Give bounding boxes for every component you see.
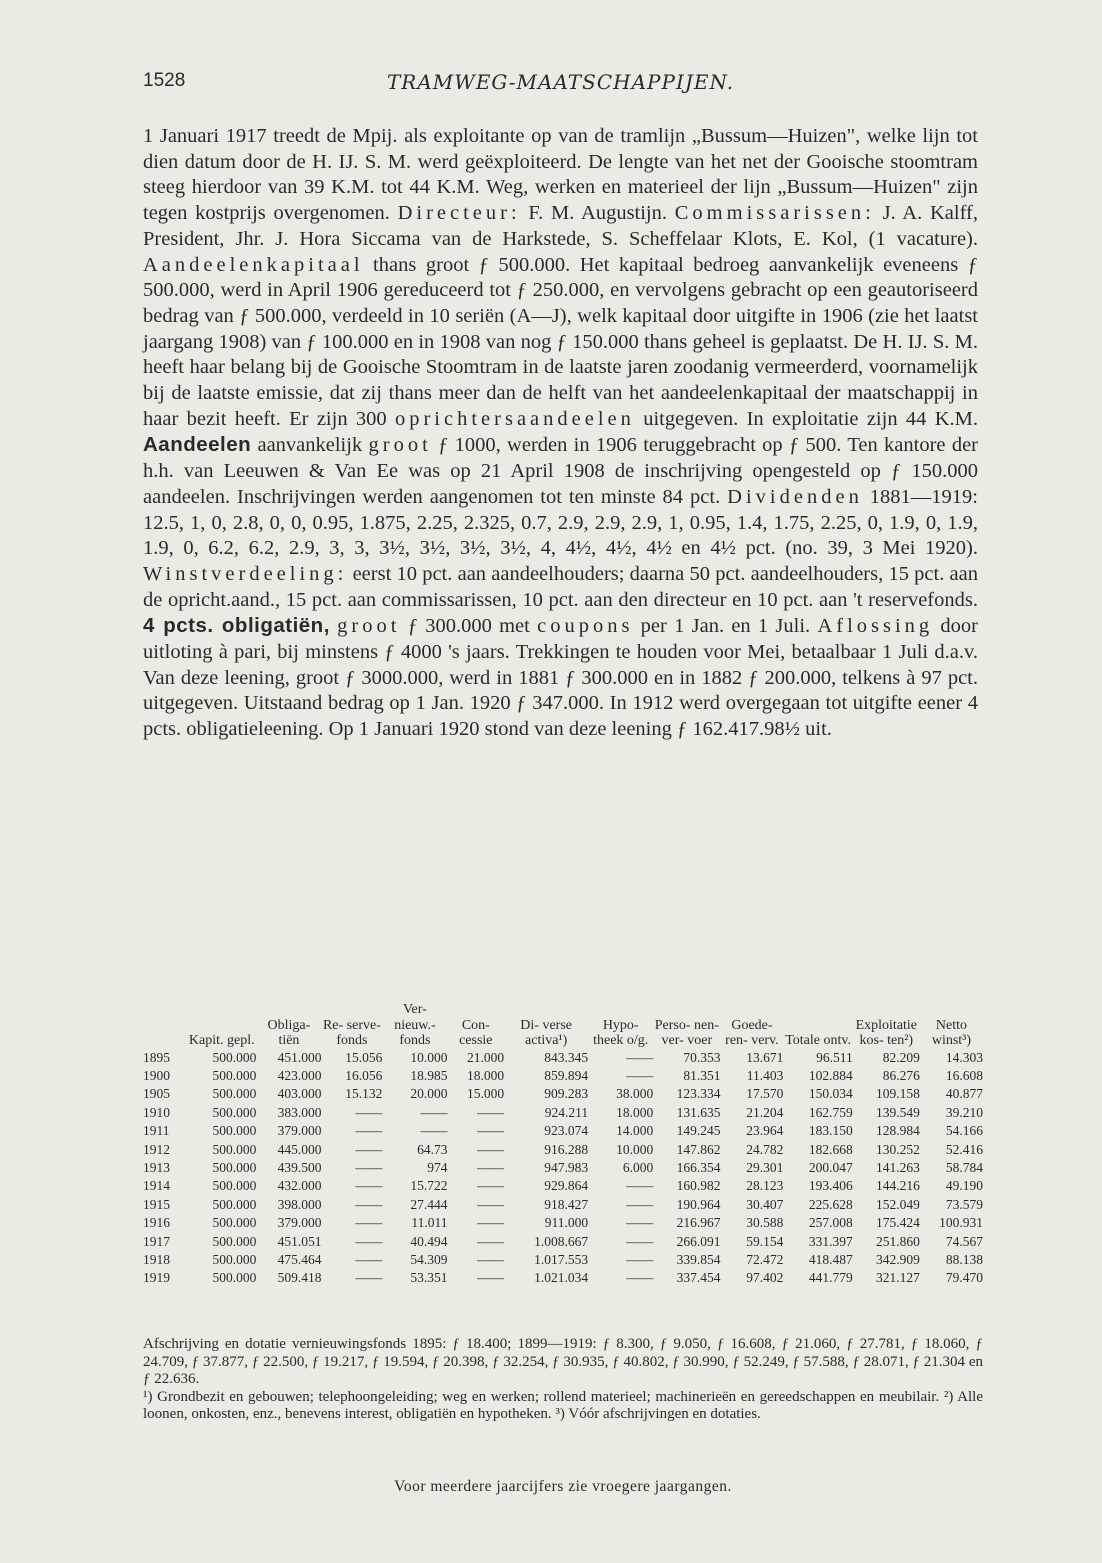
year-cell: 1895 — [143, 1049, 170, 1065]
table-cell: 58.784 — [945, 1160, 983, 1176]
table-cell: —— — [420, 1104, 448, 1120]
column-header: Obliga- tiën — [267, 1017, 311, 1048]
label-groot: groot — [337, 615, 401, 638]
table-row — [143, 1251, 983, 1269]
table-cell: 149.245 — [676, 1123, 721, 1139]
table-row — [143, 1232, 983, 1250]
table-cell: 200.047 — [808, 1160, 853, 1176]
table-cell: 924.211 — [544, 1104, 589, 1120]
table-cell: 16.056 — [345, 1068, 383, 1084]
table-cell: 72.472 — [746, 1251, 784, 1267]
column-header: Perso- nen- ver- voer — [654, 1017, 719, 1048]
table-cell: 183.150 — [808, 1123, 853, 1139]
table-cell: 331.397 — [808, 1233, 853, 1249]
table-cell: 398.000 — [277, 1196, 322, 1212]
table-cell: 97.402 — [746, 1270, 784, 1286]
table-cell: 182.668 — [808, 1141, 853, 1157]
column-header: Ver- nieuw.- fonds — [394, 1002, 436, 1048]
table-cell: 40.494 — [410, 1233, 448, 1249]
table-cell: 339.854 — [676, 1251, 721, 1267]
text-segment: uitgegeven. In exploitatie zijn 44 K.M. — [634, 407, 978, 430]
table-cell: 21.000 — [467, 1049, 505, 1065]
table-cell: —— — [626, 1068, 654, 1084]
table-cell: 82.209 — [882, 1049, 920, 1065]
table-cell: —— — [477, 1160, 505, 1176]
table-cell: 11.403 — [746, 1068, 784, 1084]
table-cell: 70.353 — [683, 1049, 721, 1065]
year-cell: 1900 — [143, 1068, 170, 1084]
table-cell: 14.000 — [616, 1123, 654, 1139]
table-cell: 152.049 — [876, 1196, 920, 1212]
table-cell: 64.73 — [417, 1141, 448, 1157]
table-cell: 102.884 — [808, 1068, 853, 1084]
table-cell: 500.000 — [212, 1086, 257, 1102]
table-cell: 23.964 — [746, 1123, 784, 1139]
year-cell: 1905 — [143, 1086, 170, 1102]
table-cell: 38.000 — [616, 1086, 654, 1102]
table-cell: —— — [477, 1178, 505, 1194]
table-header-row — [143, 1002, 983, 1049]
table-cell: 383.000 — [277, 1104, 322, 1120]
table-cell: 257.008 — [808, 1215, 853, 1231]
table-cell: 131.635 — [676, 1104, 721, 1120]
table-cell: —— — [477, 1251, 505, 1267]
table-cell: 160.982 — [676, 1178, 721, 1194]
table-cell: —— — [477, 1233, 505, 1249]
table-cell: 100.931 — [939, 1215, 983, 1231]
table-cell: 141.263 — [876, 1160, 920, 1176]
year-cell: 1910 — [143, 1104, 170, 1120]
table-cell: —— — [626, 1049, 654, 1065]
table-cell: 128.984 — [876, 1123, 920, 1139]
table-cell: 54.309 — [410, 1251, 448, 1267]
body-text — [143, 124, 978, 743]
footnotes: ¹) Grondbezit en gebouwen; telephoongeleiding; weg en werken; rollend materieel; machinerieën en gereedschappen en meubilair. ²) Alle loonen, onkosten, enz., benevens interest, obligatiën en hypotheken. ³) Vóór afschrijvingen en dotaties. — [143, 1388, 983, 1423]
table-cell: 10.000 — [616, 1141, 654, 1157]
year-cell: 1914 — [143, 1178, 170, 1194]
table-cell: 923.074 — [544, 1123, 589, 1139]
table-body — [143, 1049, 983, 1288]
table-cell: 123.334 — [676, 1086, 721, 1102]
table-cell: 379.000 — [277, 1215, 322, 1231]
table-cell: 190.964 — [676, 1196, 721, 1212]
text-segment: 1881—1919: 12.5, 1, 0, 2.8, 0, 0, 0.95, 1.875, 2.25, 2.325, 0.7, 2.9, 2.9, 2.9, 1, 0.95, 1.4, 1.75, 2.25, 0, 1.9, 0, 1.9, 1.9, 0, 6.2, 6.2, 2.9, 3, 3, 3½, 3½, 3½, 3½, 4, 4½, 4½, 4½ en 4½ pct. (no. 39, 3 Mei 1920). — [143, 485, 978, 560]
running-title: TRAMWEG-MAATSCHAPPIJEN. — [386, 70, 735, 94]
table-cell: 175.424 — [876, 1215, 920, 1231]
table-cell: 150.034 — [808, 1086, 853, 1102]
table-cell: 21.204 — [746, 1104, 784, 1120]
financial-table-container — [143, 1002, 983, 1288]
table-cell: 193.406 — [808, 1178, 853, 1194]
table-cell: 509.418 — [277, 1270, 322, 1286]
text-segment: ƒ 1000, werden in 1906 teruggebracht op ƒ 500. Ten kantore der h.h. van Leeuwen & Van Ee was op 21 April 1908 de inschrijving opengesteld op ƒ 150.000 aandeelen. Inschrijvingen werden aangenomen tot ten minste 84 pct. — [143, 434, 978, 508]
table-row — [143, 1067, 983, 1085]
table-cell: 432.000 — [277, 1178, 322, 1194]
table-cell: —— — [420, 1123, 448, 1139]
table-cell: 52.416 — [945, 1141, 983, 1157]
label-aandeelenkapitaal: Aandeelenkapitaal — [143, 253, 364, 276]
table-cell: 18.000 — [616, 1104, 654, 1120]
column-header: Exploitatie kos- ten²) — [855, 1017, 918, 1048]
table-cell: 166.354 — [676, 1160, 721, 1176]
table-row — [143, 1214, 983, 1232]
table-row — [143, 1049, 983, 1067]
table-cell: 49.190 — [945, 1178, 983, 1194]
label-winstverdeeling: Winstverdeeling: — [143, 562, 348, 585]
table-cell: —— — [355, 1123, 383, 1139]
table-cell: —— — [626, 1178, 654, 1194]
table-cell: 30.407 — [746, 1196, 784, 1212]
table-cell: 266.091 — [676, 1233, 721, 1249]
column-header: Re- serve- fonds — [322, 1017, 381, 1048]
label-commissarissen: Commissarissen: — [674, 202, 875, 225]
table-cell: —— — [355, 1233, 383, 1249]
table-cell: 500.000 — [212, 1049, 257, 1065]
table-row — [143, 1140, 983, 1158]
table-cell: 500.000 — [212, 1141, 257, 1157]
table-cell: 451.000 — [277, 1049, 322, 1065]
table-row — [143, 1196, 983, 1214]
table-cell: —— — [626, 1270, 654, 1286]
table-row — [143, 1177, 983, 1195]
year-cell: 1918 — [143, 1251, 170, 1267]
table-cell: 18.985 — [410, 1068, 448, 1084]
table-cell: —— — [477, 1123, 505, 1139]
table-cell: 918.427 — [544, 1196, 589, 1212]
table-cell: 1.021.034 — [534, 1270, 589, 1286]
table-cell: 916.288 — [544, 1141, 589, 1157]
table-row — [143, 1122, 983, 1140]
column-header: Hypo- theek o/g. — [593, 1017, 649, 1048]
text-segment: per 1 Jan. en 1 Juli. — [633, 615, 818, 638]
table-cell: 54.166 — [945, 1123, 983, 1139]
table-cell: 379.000 — [277, 1123, 322, 1139]
column-header: Kapit. gepl. — [188, 1033, 255, 1048]
table-cell: —— — [477, 1215, 505, 1231]
column-header: Goede- ren- verv. — [725, 1017, 779, 1048]
table-cell: 16.608 — [945, 1068, 983, 1084]
table-cell: —— — [355, 1178, 383, 1194]
table-cell: —— — [355, 1141, 383, 1157]
table-cell: 929.864 — [544, 1178, 589, 1194]
table-cell: 39.210 — [945, 1104, 983, 1120]
label-aflossing: Aflossing — [817, 615, 934, 638]
text-segment: eerst 10 pct. aan aandeelhouders; daarna 50 pct. aandeelhouders, 15 pct. aan de opricht.aand., 15 pct. aan commissarissen, 10 pct. aan den directeur en 10 pct. aan 't reservefonds. — [143, 562, 978, 611]
table-cell: 11.011 — [411, 1215, 448, 1231]
table-cell: 500.000 — [212, 1270, 257, 1286]
table-cell: 27.444 — [410, 1196, 448, 1212]
text-segment: 1 Januari 1917 treedt de Mpij. als exploitante op van de tramlijn „Bussum—Huizen", welke lijn tot dien datum door de H. IJ. S. M. werd geëxploiteerd. De lengte van het net der Gooische stoomtram steeg hierdoor van 39 K.M. tot 44 K.M. Weg, werken en materieel der lijn „Bussum—Huizen" zijn tegen kostprijs overgenomen. — [143, 125, 978, 225]
table-cell: 53.351 — [410, 1270, 448, 1286]
year-cell: 1911 — [143, 1123, 170, 1139]
table-cell: 20.000 — [410, 1086, 448, 1102]
table-cell: 96.511 — [816, 1049, 853, 1065]
table-cell: —— — [355, 1215, 383, 1231]
table-cell: —— — [626, 1215, 654, 1231]
year-cell: 1919 — [143, 1270, 170, 1286]
table-cell: 441.779 — [808, 1270, 853, 1286]
footer-note: Voor meerdere jaarcijfers zie vroegere jaargangen. — [394, 1478, 732, 1495]
text-segment: J. A. Kalff, President, Jhr. J. Hora Siccama van de Harkstede, S. Scheffelaar Klots, E. Kol, (1 vacature). — [143, 202, 978, 250]
table-cell: 251.860 — [876, 1233, 920, 1249]
financial-table — [143, 1002, 983, 1288]
table-cell: 451.051 — [277, 1233, 322, 1249]
table-row — [143, 1104, 983, 1122]
table-cell: —— — [477, 1104, 505, 1120]
table-cell: 475.464 — [277, 1251, 322, 1267]
table-cell: 15.000 — [467, 1086, 505, 1102]
year-cell: 1913 — [143, 1160, 170, 1176]
table-cell: 500.000 — [212, 1196, 257, 1212]
table-cell: 109.158 — [876, 1086, 920, 1102]
table-cell: 321.127 — [876, 1270, 920, 1286]
year-cell: 1912 — [143, 1141, 170, 1157]
table-cell: 500.000 — [212, 1215, 257, 1231]
table-cell: 24.782 — [746, 1141, 784, 1157]
label-aandeelen: Aandeelen — [143, 433, 252, 457]
table-cell: 500.000 — [212, 1233, 257, 1249]
table-cell: 162.759 — [808, 1104, 853, 1120]
table-row — [143, 1085, 983, 1103]
table-cell: —— — [355, 1251, 383, 1267]
table-cell: 500.000 — [212, 1104, 257, 1120]
column-header: Con- cessie — [459, 1017, 493, 1048]
table-cell: 342.909 — [876, 1251, 920, 1267]
table-cell: 974 — [427, 1160, 448, 1176]
label-dividenden: Dividenden — [727, 485, 863, 508]
table-cell: 500.000 — [212, 1251, 257, 1267]
table-cell: 909.283 — [544, 1086, 589, 1102]
table-cell: 439.500 — [277, 1160, 322, 1176]
column-header: Netto winst³) — [931, 1017, 972, 1048]
table-cell: 147.862 — [676, 1141, 721, 1157]
column-header — [143, 1002, 187, 1049]
table-cell: 139.549 — [876, 1104, 920, 1120]
afschrijving-note: Afschrijving en dotatie vernieuwingsfonds 1895: ƒ 18.400; 1899—1919: ƒ 8.300, ƒ 9.050, ƒ 16.608, ƒ 21.060, ƒ 27.781, ƒ 18.060, ƒ 24.709, ƒ 37.877, ƒ 22.500, ƒ 19.217, ƒ 19.594, ƒ 20.398, ƒ 32.254, ƒ 30.935, ƒ 40.802, ƒ 30.990, ƒ 52.249, ƒ 57.588, ƒ 28.071, ƒ 21.304 en ƒ 22.636. — [143, 1336, 983, 1388]
table-cell: —— — [355, 1270, 383, 1286]
table-cell: 500.000 — [212, 1178, 257, 1194]
text-segment: thans groot ƒ 500.000. Het kapitaal bedroeg aanvankelijk eveneens ƒ 500.000, werd in April 1906 gereduceerd tot ƒ 250.000, en vervolgens gebracht op een geautoriseerd bedrag van ƒ 500.000, verdeeld in 10 seriën (A—J), welk kapitaal door uitgifte in 1906 (zie het laatst jaargang 1908) van ƒ 100.000 en in 1908 van nog ƒ 150.000 thans geheel is geplaatst. De H. IJ. S. M. heeft haar belang bij de Gooische Stoomtram in de laatste jaren zoodanig vermeerderd, voornamelijk bij de laatste emissie, dat zij thans meer dan de helft van het aandeelenkapitaal der maatschappij in haar bezit heeft. Er zijn 300 — [143, 253, 978, 430]
label-obligatien: 4 pcts. obligatiën, — [143, 614, 330, 638]
notes — [143, 1336, 983, 1424]
table-cell: 17.570 — [746, 1086, 784, 1102]
label-groot: groot — [368, 434, 432, 457]
table-cell: 13.671 — [746, 1049, 784, 1065]
text-segment: F. M. Augustijn. — [520, 202, 675, 225]
table-cell: 225.628 — [808, 1196, 853, 1212]
text-segment: door uitloting à pari, bij minstens ƒ 4000 's jaars. Trekkingen te houden voor Mei, betaalbaar 1 Juli d.a.v. Van deze leening, groot ƒ 3000.000, werd in 1881 ƒ 300.000 en in 1882 ƒ 200.000, telkens à 97 pct. uitgegeven. Uitstaand bedrag op 1 Jan. 1920 ƒ 347.000. In 1912 werd overgegaan tot uitgifte eener 4 pcts. obligatieleening. Op 1 Januari 1920 stond van deze leening ƒ 162.417.98½ uit. — [143, 615, 979, 741]
table-cell: —— — [626, 1251, 654, 1267]
table-cell: 445.000 — [277, 1141, 322, 1157]
table-cell: 216.967 — [676, 1215, 721, 1231]
table-cell: —— — [477, 1270, 505, 1286]
table-cell: 79.470 — [945, 1270, 983, 1286]
text-segment: aanvankelijk — [251, 434, 369, 457]
table-cell: 859.894 — [544, 1068, 589, 1084]
page-header — [143, 70, 978, 100]
year-cell: 1916 — [143, 1215, 170, 1231]
column-header: Di- verse activa¹) — [520, 1017, 572, 1048]
table-cell: —— — [355, 1104, 383, 1120]
table-cell: 423.000 — [277, 1068, 322, 1084]
table-cell: 15.132 — [345, 1086, 383, 1102]
label-oprichtersaandeelen: oprichtersaandeelen — [394, 407, 635, 430]
table-cell: 29.301 — [746, 1160, 784, 1176]
table-cell: 28.123 — [746, 1178, 784, 1194]
table-cell: —— — [477, 1141, 505, 1157]
company-paragraph — [143, 124, 978, 743]
table-cell: 1.017.553 — [534, 1251, 589, 1267]
year-cell: 1917 — [143, 1233, 170, 1249]
table-cell: —— — [626, 1233, 654, 1249]
table-cell: 947.983 — [544, 1160, 589, 1176]
table-cell: 144.216 — [876, 1178, 920, 1194]
table-cell: —— — [355, 1196, 383, 1212]
table-cell: 911.000 — [544, 1215, 589, 1231]
table-cell: 1.008.667 — [534, 1233, 589, 1249]
table-cell: 6.000 — [622, 1160, 654, 1176]
year-cell: 1915 — [143, 1196, 170, 1212]
table-cell: 14.303 — [945, 1049, 983, 1065]
table-cell: 403.000 — [277, 1086, 322, 1102]
table-cell: 10.000 — [410, 1049, 448, 1065]
table-cell: 73.579 — [945, 1196, 983, 1212]
table-cell: —— — [355, 1160, 383, 1176]
table-cell: 15.056 — [345, 1049, 383, 1065]
table-cell: 500.000 — [212, 1160, 257, 1176]
text-segment: ƒ 300.000 met — [400, 615, 538, 638]
table-cell: 337.454 — [676, 1270, 721, 1286]
label-coupons: coupons — [537, 615, 634, 638]
page-number: 1528 — [143, 70, 186, 91]
table-row — [143, 1269, 983, 1287]
table-cell: 130.252 — [876, 1141, 920, 1157]
table-cell: 86.276 — [882, 1068, 920, 1084]
table-cell: 74.567 — [945, 1233, 983, 1249]
table-cell: 500.000 — [212, 1123, 257, 1139]
table-cell: 30.588 — [746, 1215, 784, 1231]
table-cell: 59.154 — [746, 1233, 784, 1249]
table-cell: —— — [626, 1196, 654, 1212]
table-cell: 81.351 — [683, 1068, 721, 1084]
table-cell: 40.877 — [945, 1086, 983, 1102]
table-cell: 418.487 — [808, 1251, 853, 1267]
table-cell: —— — [477, 1196, 505, 1212]
table-cell: 500.000 — [212, 1068, 257, 1084]
table-cell: 88.138 — [945, 1251, 983, 1267]
table-cell: 843.345 — [544, 1049, 589, 1065]
label-directeur: Directeur: — [397, 202, 521, 225]
table-row — [143, 1159, 983, 1177]
table-cell: 15.722 — [410, 1178, 448, 1194]
table-cell: 18.000 — [467, 1068, 505, 1084]
column-header: Totale ontv. — [785, 1033, 851, 1048]
